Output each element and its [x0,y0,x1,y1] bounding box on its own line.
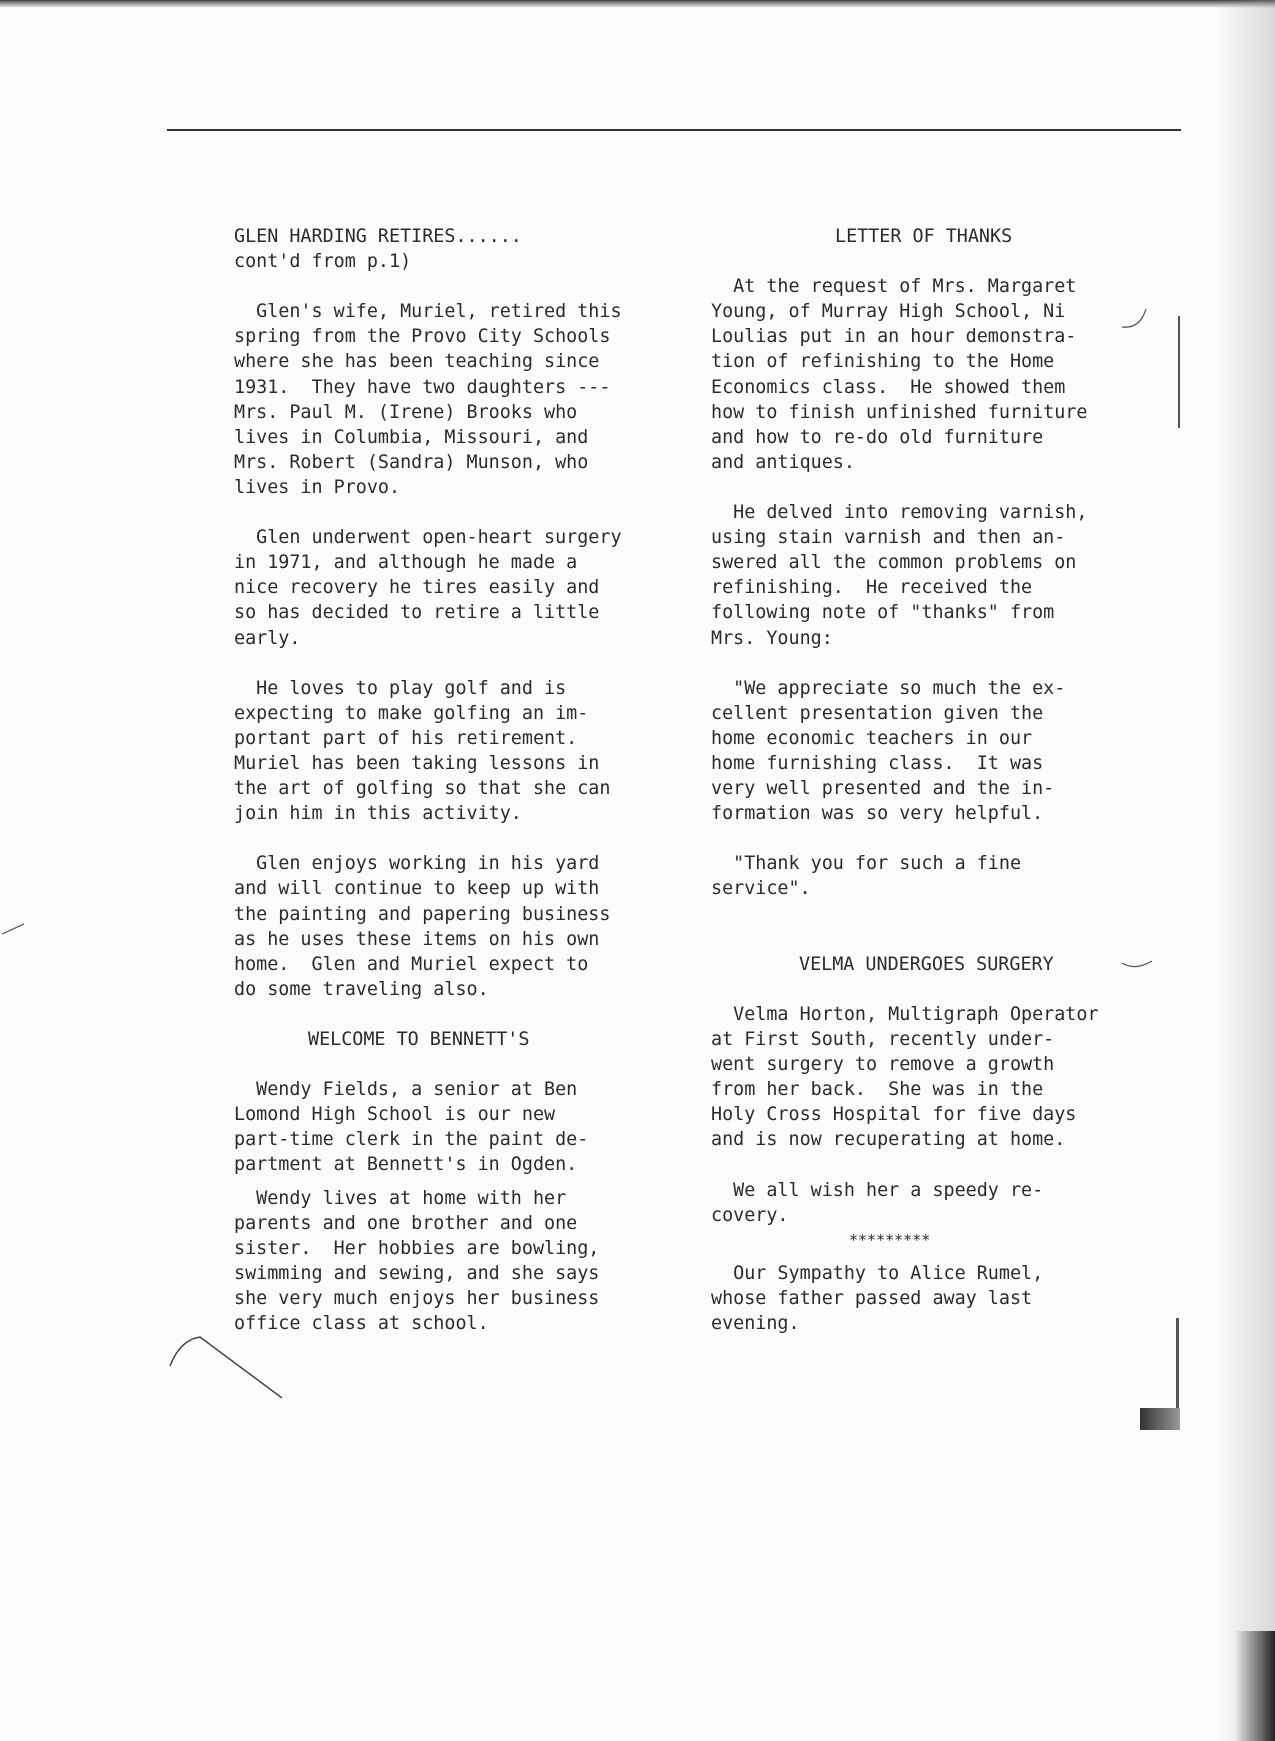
text-line: sister. Her hobbies are bowling, [234,1237,600,1259]
text-line: evening. [711,1313,800,1335]
text-line: He loves to play golf and is [234,677,567,699]
glen-harding-heading [234,224,684,274]
welcome-heading: WELCOME TO BENNETT'S [308,1029,530,1050]
text-line: in 1971, and although he made a [234,552,578,574]
text-line: and how to re-do old furniture [711,426,1044,448]
text-line: expecting to make golfing an im- [234,702,589,724]
text-line: Wendy lives at home with her [234,1187,567,1209]
text-line: how to finish unfinished furniture [711,401,1088,423]
stray-pen-mark [165,1330,285,1405]
text-line: portant part of his retirement. [234,727,578,749]
paragraph [234,676,684,827]
text-line: as he uses these items on his own [234,928,600,950]
text-line: Muriel has been taking lessons in [234,752,600,774]
text-line: Holy Cross Hospital for five days [711,1104,1077,1126]
text-line: lives in Columbia, Missouri, and [234,426,589,448]
paragraph [234,851,684,1002]
text-line: service". [711,878,811,900]
text-line: Economics class. He showed them [711,376,1066,398]
text-line: Glen's wife, Muriel, retired this [234,301,622,323]
text-line: where she has been teaching since [234,351,600,373]
text-line: home economic teachers in our [711,727,1033,749]
text-line: parents and one brother and one [234,1212,578,1234]
scan-right-shadow [1215,0,1275,1741]
text-line: Lomond High School is our new [234,1104,556,1126]
paragraph [234,299,684,500]
text-line: and is now recuperating at home. [711,1129,1066,1151]
paragraph [234,525,684,650]
text-line: Mrs. Young: [711,627,833,649]
text-line: "We appreciate so much the ex- [711,677,1066,699]
text-line: Glen enjoys working in his yard [234,853,600,875]
text-line: Wendy Fields, a senior at Ben [234,1079,578,1101]
text-line: He delved into removing varnish, [711,502,1088,524]
text-line: early. [234,627,301,649]
text-line: office class at school. [234,1313,489,1335]
text-line: formation was so very helpful. [711,803,1044,825]
text-line: home furnishing class. It was [711,752,1044,774]
heading-line: GLEN HARDING RETIRES...... [234,226,522,247]
text-line: At the request of Mrs. Margaret [711,276,1077,298]
paragraph [711,274,1181,475]
text-line: lives in Provo. [234,476,401,498]
paragraph [234,1077,684,1177]
paragraph [711,1261,1181,1336]
text-line: tion of refinishing to the Home [711,351,1055,373]
text-line: so has decided to retire a little [234,602,600,624]
text-line: at First South, recently under- [711,1029,1055,1050]
header-rule [167,129,1181,131]
text-line: swered all the common problems on [711,552,1077,574]
text-line: Mrs. Paul M. (Irene) Brooks who [234,401,578,423]
right-column [711,224,1181,1336]
text-line: cellent presentation given the [711,702,1044,724]
text-line: Mrs. Robert (Sandra) Munson, who [234,451,589,473]
heading-line: cont'd from p.1) [234,251,412,273]
stray-pen-mark [0,920,30,940]
paragraph [711,1178,1181,1228]
text-line: part-time clerk in the paint de- [234,1129,589,1151]
separator: ********* [849,1230,931,1249]
text-line: refinishing. He received the [711,577,1033,599]
text-line: she very much enjoys her business [234,1287,600,1309]
text-line: the painting and papering business [234,903,611,925]
text-line: home. Glen and Muriel expect to [234,953,589,975]
scan-corner-shadow [1235,1631,1275,1741]
text-line: following note of "thanks" from [711,602,1055,624]
paragraph [711,1002,1181,1153]
text-line: Our Sympathy to Alice Rumel, [711,1262,1044,1284]
text-line: spring from the Provo City Schools [234,326,611,348]
velma-heading: VELMA UNDERGOES SURGERY [799,953,1054,975]
quote [711,676,1181,827]
text-line: whose father passed away last [711,1287,1033,1309]
text-line: the art of golfing so that she can [234,778,611,800]
text-line: and will continue to keep up with [234,878,600,900]
text-line: join him in this activity. [234,803,522,825]
text-line: very well presented and the in- [711,778,1055,800]
text-line: We all wish her a speedy re- [711,1179,1044,1201]
text-line: 1931. They have two daughters --- [234,376,611,398]
quote [711,851,1181,901]
paragraph [711,500,1181,651]
scan-top-edge [0,0,1275,8]
text-line: nice recovery he tires easily and [234,577,600,599]
scan-mark [1140,1408,1180,1430]
text-line: went surgery to remove a growth [711,1054,1055,1076]
text-line: partment at Bennett's in Ogden. [234,1154,578,1176]
text-line: Loulias put in an hour demonstra- [711,326,1077,348]
text-line: do some traveling also. [234,978,489,1000]
text-line: and antiques. [711,451,855,473]
text-line: "Thank you for such a fine [711,853,1022,875]
left-column [234,224,684,1336]
paragraph [234,1186,684,1337]
text-line: Glen underwent open-heart surgery [234,527,622,549]
letter-of-thanks-heading: LETTER OF THANKS [835,226,1013,247]
text-line: from her back. She was in the [711,1079,1044,1101]
text-line: covery. [711,1204,789,1226]
text-line: Velma Horton, Multigraph Operator [711,1003,1099,1025]
text-line: using stain varnish and then an- [711,527,1066,549]
text-line: swimming and sewing, and she says [234,1262,600,1284]
text-line: Young, of Murray High School, Ni [711,301,1066,323]
